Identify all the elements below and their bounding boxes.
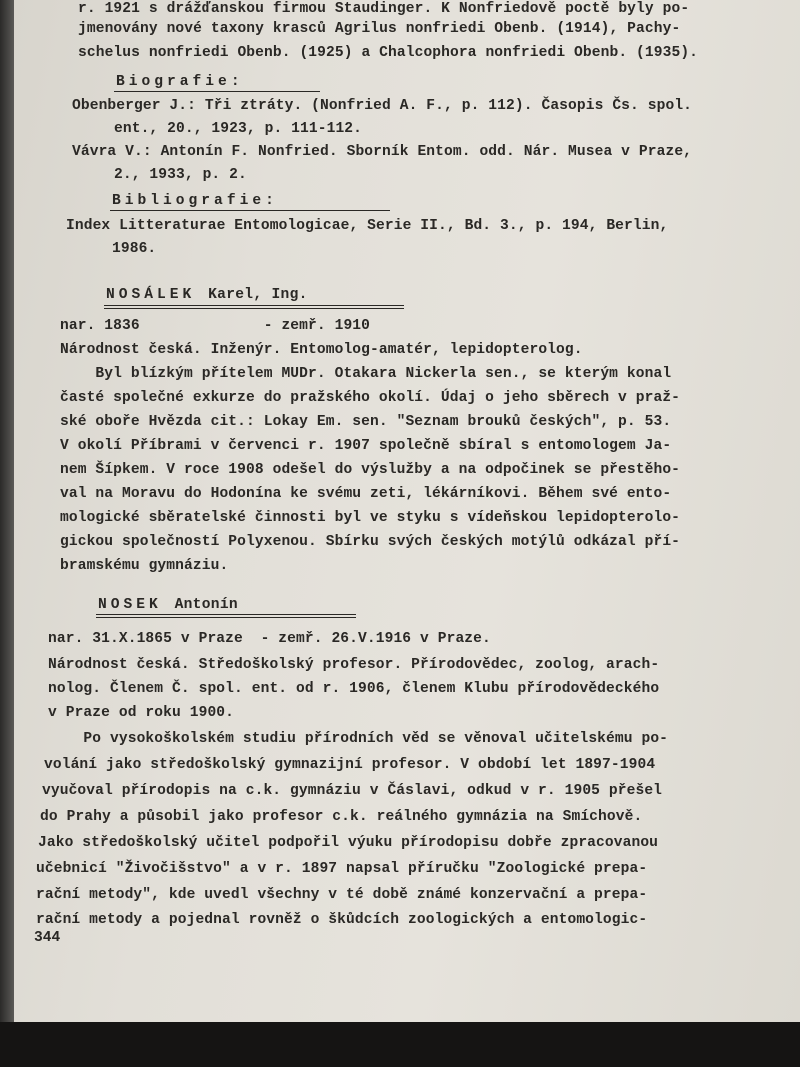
binder-edge [0, 0, 14, 1022]
bibliography-entry: 1986. [112, 241, 157, 257]
entry-heading-nosalek [106, 286, 308, 304]
entry-surname: NOSEK [98, 597, 162, 613]
text-line: volání jako středoškolský gymnazijní profesor. V období let 1897-1904 [44, 757, 656, 773]
text-line: jmenovány nové taxony krasců Agrilus nonfriedi Obenb. (1914), Pachy- [78, 21, 681, 37]
heading-underline [114, 91, 320, 92]
page-number: 344 [34, 930, 61, 946]
text-line: schelus nonfriedi Obenb. (1925) a Chalcophora nonfriedi Obenb. (1935). [78, 45, 699, 61]
text-line: ské oboře Hvězda cit.: Lokay Em. sen. "Seznam brouků českých", p. 53. [60, 414, 672, 430]
life-dates: nar. 1836 - zemř. 1910 [60, 318, 371, 334]
entry-surname: NOSÁLEK [106, 287, 196, 303]
text-line: Národnost česká. Inženýr. Entomolog-amatér, lepidopterolog. [60, 342, 583, 358]
text-line: V okolí Příbrami v červenci r. 1907 společně sbíral s entomologem Ja- [60, 438, 672, 454]
section-heading-biografie: Biografie: [116, 74, 244, 90]
entry-given-name: Karel, Ing. [208, 287, 308, 303]
entry-heading-nosek [98, 596, 238, 614]
heading-underline [96, 617, 356, 618]
text-line: nem Šípkem. V roce 1908 odešel do výslužby a na odpočinek se přestěho- [60, 462, 681, 478]
text-line: nolog. Členem Č. spol. ent. od r. 1906, členem Klubu přírodovědeckého [48, 681, 660, 697]
text-line: vyučoval přírodopis na c.k. gymnáziu v Čáslavi, odkud v r. 1905 přešel [42, 783, 663, 799]
bibliography-entry: Obenberger J.: Tři ztráty. (Nonfried A. F., p. 112). Časopis Čs. spol. [72, 98, 693, 114]
text-line: v Praze od roku 1900. [48, 705, 235, 721]
bibliography-entry: 2., 1933, p. 2. [114, 167, 247, 183]
bibliography-entry: Vávra V.: Antonín F. Nonfried. Sborník Entom. odd. Nár. Musea v Praze, [72, 144, 693, 160]
text-line: r. 1921 s drážďanskou firmou Staudinger. K Nonfriedově poctě byly po- [78, 1, 690, 17]
text-line: Po vysokoškolském studiu přírodních věd se věnoval učitelskému po- [48, 731, 669, 747]
text-line: rační metody", kde uvedl všechny v té době známé konzervační a prepa- [36, 887, 648, 903]
entry-given-name: Antonín [174, 597, 238, 613]
text-line: do Prahy a působil jako profesor c.k. reálného gymnázia na Smíchově. [40, 809, 643, 825]
text-line: učebnicí "Živočišstvo" a v r. 1897 napsal příručku "Zoologické prepa- [36, 861, 648, 877]
text-line: mologické sběratelské činnosti byl ve styku s vídeňskou lepidopterolo- [60, 510, 681, 526]
text-line: Byl blízkým přítelem MUDr. Otakara Nickerla sen., se kterým konal [60, 366, 672, 382]
text-line: val na Moravu do Hodonína ke svému zeti, lékárníkovi. Během své ento- [60, 486, 672, 502]
heading-underline [110, 210, 390, 211]
text-line: bramskému gymnáziu. [60, 558, 229, 574]
heading-underline [104, 305, 404, 306]
section-heading-bibliografie: Bibliografie: [112, 193, 278, 209]
text-line: Národnost česká. Středoškolský profesor. Přírodovědec, zoolog, arach- [48, 657, 660, 673]
heading-underline [96, 614, 356, 615]
text-line: rační metody a pojednal rovněž o škůdcích zoologických a entomologic- [36, 912, 648, 928]
bibliography-entry: ent., 20., 1923, p. 111-112. [114, 121, 363, 137]
text-line: časté společné exkurze do pražského okolí. Údaj o jeho sběrech v praž- [60, 390, 681, 406]
bibliography-entry: Index Litteraturae Entomologicae, Serie II., Bd. 3., p. 194, Berlin, [66, 218, 669, 234]
text-line: gickou společností Polyxenou. Sbírku svých českých motýlů odkázal pří- [60, 534, 681, 550]
life-dates: nar. 31.X.1865 v Praze - zemř. 26.V.1916 v Praze. [48, 631, 491, 647]
heading-underline [104, 308, 404, 309]
text-line: Jako středoškolský učitel podpořil výuku přírodopisu dobře zpracovanou [38, 835, 659, 851]
table-surface [0, 1022, 800, 1067]
document-page [14, 0, 800, 1022]
